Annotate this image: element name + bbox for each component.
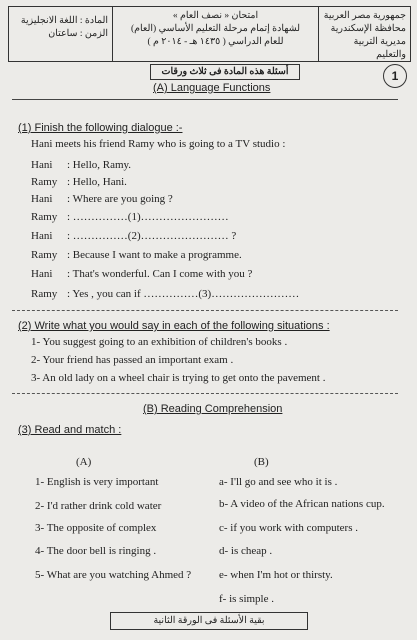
header-subject-info	[9, 7, 112, 61]
section-divider	[12, 99, 398, 100]
column-b-heading: (B)	[254, 456, 269, 468]
dialogue-speaker: Hani	[31, 268, 53, 280]
match-b-item: f- is simple .	[219, 593, 274, 605]
dialogue-speaker: Ramy	[31, 176, 58, 188]
match-a-item: 4- The door bell is ringing .	[35, 545, 157, 557]
header-certificate: لشهادة إتمام مرحلة التعليم الأساسي (العام)	[130, 24, 301, 34]
header-time: الزمن : ساعتان	[48, 29, 108, 39]
match-b-item: c- if you work with computers .	[219, 522, 358, 534]
dialogue-line: : Hello, Ramy.	[67, 159, 132, 171]
header-governorate: محافظة الإسكندرية	[330, 24, 406, 34]
dialogue-speaker: Hani	[31, 230, 53, 242]
match-b-item: b- A video of the African nations cup.	[219, 498, 385, 510]
dialogue-line: : Hello, Hani.	[67, 176, 127, 188]
q1-intro: Hani meets his friend Ramy who is going to a TV studio :	[31, 138, 286, 150]
dialogue-speaker: Hani	[31, 159, 53, 171]
header-country: جمهورية مصر العربية	[323, 11, 406, 21]
match-a-item: 3- The opposite of complex	[35, 522, 157, 534]
q2-item: 2- Your friend has passed an important exam .	[31, 354, 234, 366]
dialogue-speaker: Ramy	[31, 211, 58, 223]
match-b-item: d- is cheap .	[219, 545, 273, 557]
header-year: للعام الدراسي ( ١٤٣٥ هـ - ٢٠١٤ م )	[147, 37, 284, 47]
column-a-heading: (A)	[76, 456, 92, 468]
question-divider	[12, 310, 398, 311]
q2-title: (2) Write what you would say in each of the following situations :	[18, 320, 330, 332]
q1-title: (1) Finish the following dialogue :-	[18, 122, 183, 134]
dialogue-blank-1: : ……………(1)……………………	[67, 211, 229, 223]
dialogue-line: : Where are you going ?	[67, 193, 173, 205]
match-b-item: a- I'll go and see who it is .	[219, 476, 338, 488]
question-divider	[12, 393, 398, 394]
dialogue-line: : That's wonderful. Can I come with you ?	[67, 268, 253, 280]
header-authority	[318, 7, 410, 61]
pages-note: أسئلة هذه المادة فى ثلاث ورقات	[150, 64, 300, 80]
dialogue-speaker: Ramy	[31, 288, 58, 300]
match-a-item: 5- What are you watching Ahmed ?	[35, 569, 192, 581]
section-reading-comprehension: (B) Reading Comprehension	[143, 403, 283, 415]
dialogue-speaker: Ramy	[31, 249, 58, 261]
dialogue-line: : Because I want to make a programme.	[67, 249, 242, 261]
dialogue-blank-2: : ……………(2)…………………… ?	[67, 230, 237, 242]
header-subject: المادة : اللغة الانجليزية	[20, 16, 108, 26]
header-exam-name: امتحان « نصف العام »	[172, 11, 259, 21]
match-a-item: 1- English is very important	[35, 476, 159, 488]
dialogue-blank-3: : Yes , you can if ……………(3)……………………	[67, 288, 300, 300]
q3-title: (3) Read and match :	[18, 424, 122, 436]
header-exam-title	[112, 7, 318, 61]
page-number-badge: 1	[383, 64, 407, 88]
exam-header	[8, 6, 411, 62]
match-a-item: 2- I'd rather drink cold water	[35, 500, 162, 512]
header-directorate: مديرية التربية والتعليم	[353, 37, 406, 60]
dialogue-speaker: Hani	[31, 193, 53, 205]
q2-item: 3- An old lady on a wheel chair is trying to get onto the pavement .	[31, 372, 326, 384]
section-language-functions: (A) Language Functions	[153, 82, 271, 94]
q2-item: 1- You suggest going to an exhibition of children's books .	[31, 336, 288, 348]
continuation-note: بقية الأسئلة فى الورقة الثانية	[110, 612, 308, 630]
match-b-item: e- when I'm hot or thirsty.	[219, 569, 333, 581]
